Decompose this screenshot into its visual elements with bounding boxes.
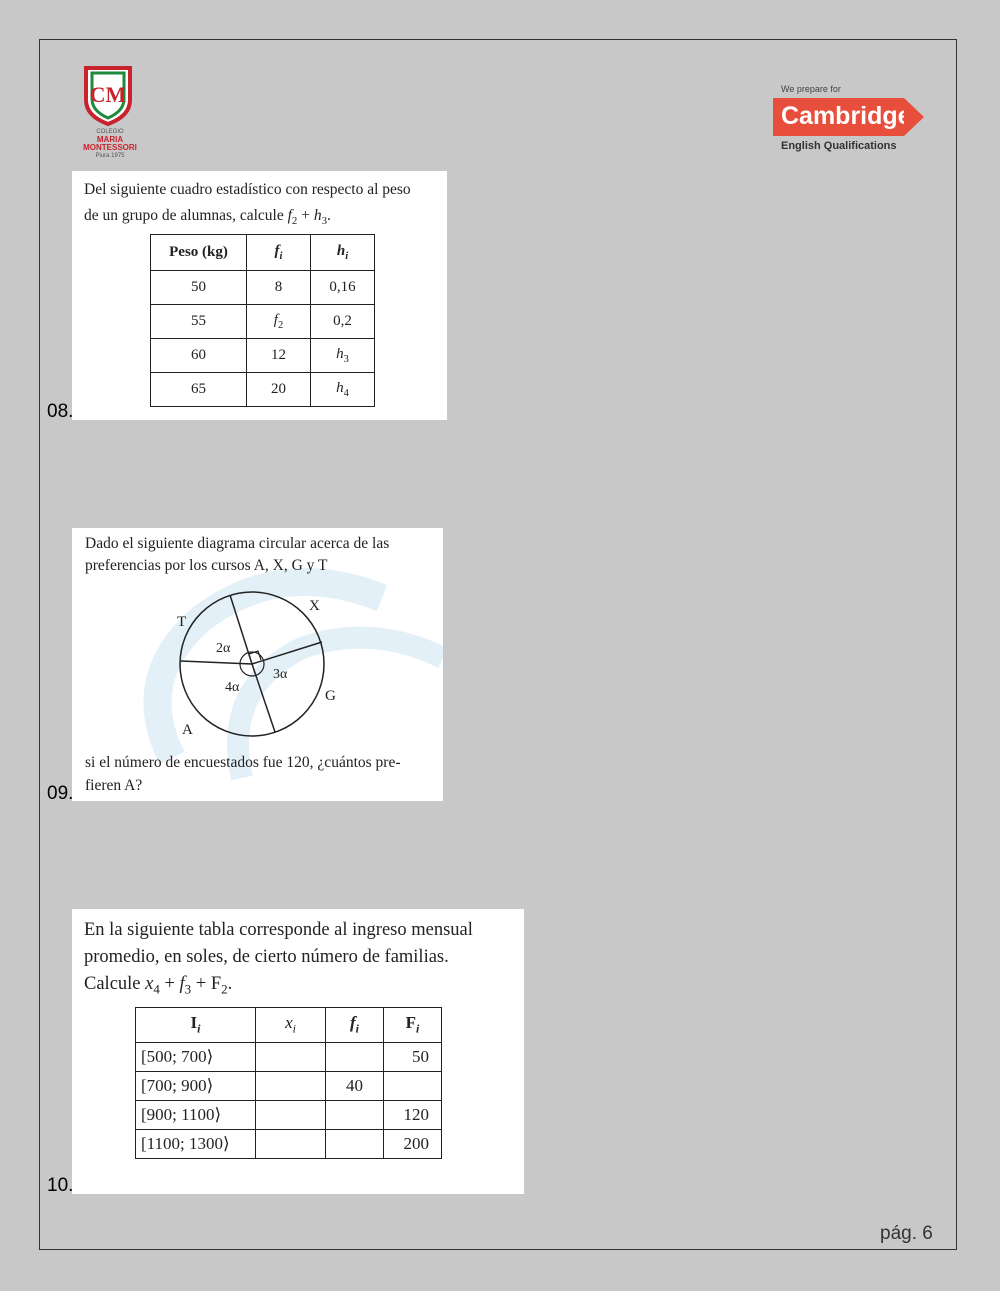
question-08-image: [72, 171, 447, 420]
logo-initials: CM: [89, 82, 127, 107]
table-row: 60 12 $h_3$: [151, 339, 375, 373]
q10-header-fi: $f_i$: [326, 1008, 384, 1043]
pie-radius-t-x: [230, 595, 252, 664]
table-row: [1100; 1300⟩ 200: [136, 1130, 442, 1159]
page-number: pág. 6: [880, 1223, 933, 1244]
cambridge-subtitle: English Qualifications: [781, 140, 897, 152]
cambridge-tagline: We prepare for: [781, 84, 841, 94]
question-10-image: [72, 909, 524, 1194]
q08-text-line1: Del siguiente cuadro estadístico con respecto al peso: [84, 181, 411, 198]
q09-text-line4: fieren A?: [85, 777, 143, 794]
sector-label-a: A: [182, 722, 193, 738]
q08-table: [150, 234, 375, 407]
table-row: 65 20 $h_4$: [151, 373, 375, 407]
q09-text-line2: preferencias por los cursos A, X, G y T: [85, 557, 328, 574]
pie-radius-a-t: [181, 661, 252, 664]
logo-line2: MARIA: [96, 135, 124, 144]
q10-header-xi: $x_i$: [256, 1008, 326, 1043]
question-10-number: 10.: [47, 1175, 74, 1196]
question-09-number: 09.: [47, 783, 74, 804]
table-row: [900; 1100⟩ 120: [136, 1101, 442, 1130]
logo-line1: COLEGIO: [96, 129, 124, 135]
q09-text-line1: Dado el siguiente diagrama circular acerca de las: [85, 535, 390, 552]
q10-text-line3: Calcule $x_4 + f_3 + F_2$.: [84, 974, 233, 997]
table-row: [700; 900⟩ 40: [136, 1072, 442, 1101]
angle-label-g: 3α: [273, 667, 288, 682]
angle-label-t: 2α: [216, 641, 231, 656]
sector-label-g: G: [325, 688, 336, 704]
table-row: 55 $f_2$ 0,2: [151, 305, 375, 339]
cambridge-brand: Cambridge: [773, 98, 904, 136]
q08-text-line2: de un grupo de alumnas, calcule $f_2 + h_3$.: [84, 207, 331, 228]
q10-header-Fi: $F_i$: [384, 1008, 442, 1043]
cambridge-logo: [773, 84, 923, 152]
q10-text-line2: promedio, en soles, de cierto número de familias.: [84, 947, 449, 967]
sector-label-t: T: [177, 614, 187, 630]
table-row: [500; 700⟩ 50: [136, 1043, 442, 1072]
school-logo: [70, 64, 150, 164]
angle-label-a: 4α: [225, 680, 240, 695]
sector-label-x: X: [309, 598, 320, 614]
q08-header-peso: Peso (kg): [151, 235, 247, 271]
question-09-image: [72, 528, 443, 801]
worksheet-page: [39, 39, 957, 1250]
pie-radius-x-g: [252, 642, 322, 664]
question-08-number: 08.: [47, 401, 74, 422]
q08-header-hi: $h_i$: [311, 235, 375, 271]
pie-radius-g-a: [252, 664, 275, 732]
logo-line4: Piura 1975: [95, 153, 125, 159]
q10-header-ii: $I_i$: [136, 1008, 256, 1043]
q10-text-line1: En la siguiente tabla corresponde al ingreso mensual: [84, 920, 473, 940]
table-row: 50 8 0,16: [151, 271, 375, 305]
logo-line3: MONTESSORI: [83, 143, 137, 152]
q08-header-fi: $f_i$: [247, 235, 311, 271]
q10-table: [135, 1007, 442, 1159]
shield-icon: [82, 64, 134, 126]
q09-text-line3: si el número de encuestados fue 120, ¿cuántos pre-: [85, 754, 401, 771]
